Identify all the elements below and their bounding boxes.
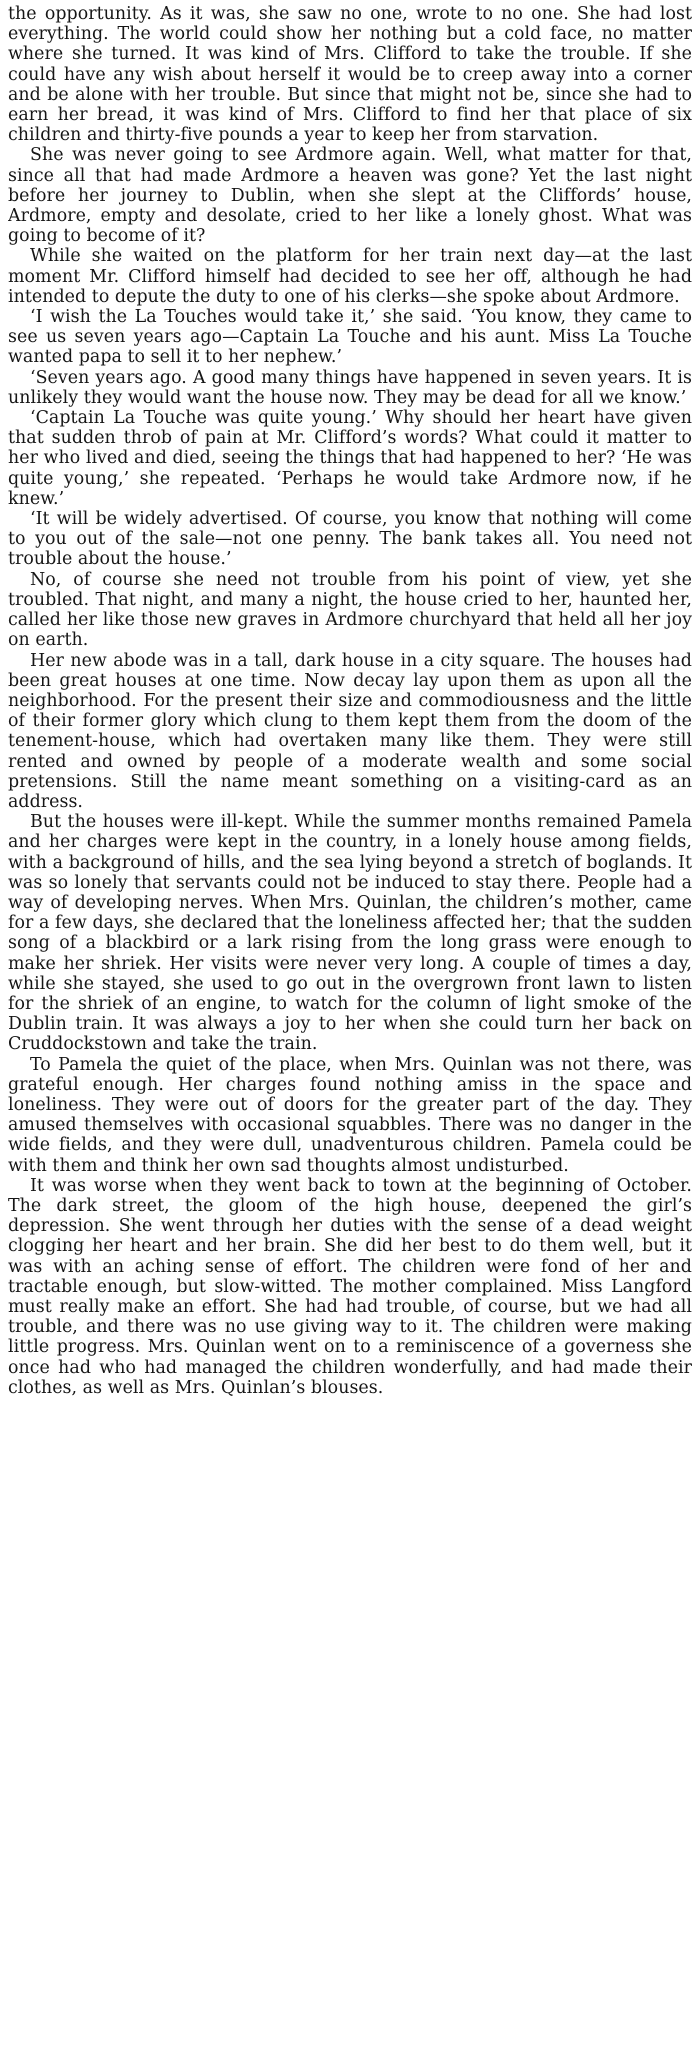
paragraph: ‘Captain La Touche was quite young.’ Why should her heart have given that sudden throb of pain at Mr. Clifford’s words? What could it matter to her who lived and died, seeing the things that had happened to her? ‘He was quite young,’ she repeated. ‘Perhaps he would take Ardmore now, if he knew.’ — [8, 408, 692, 509]
paragraph: ‘Seven years ago. A good many things have happened in seven years. It is unlikely they would want the house now. They may be dead for all we know.’ — [8, 367, 692, 408]
page-text-column — [8, 4, 692, 2054]
paragraph: Her new abode was in a tall, dark house in a city square. The houses had been great houses at one time. Now decay lay upon them as upon all the neighborhood. For the present their size and commodiousness and the little of their former glory which clung to them kept them from the doom of the tenement-house, which had overtaken many like them. They were still rented and owned by people of a moderate wealth and some social pretensions. Still the name meant something on a visiting-card as an address. — [8, 650, 692, 812]
paragraph: No, of course she need not trouble from his point of view, yet she troubled. That night, and many a night, the house cried to her, haunted her, called her like those new graves in Ardmore churchyard that held all her joy on earth. — [8, 569, 692, 651]
paragraph: the opportunity. As it was, she saw no one, wrote to no one. She had lost everything. The world could show her nothing but a cold face, no matter where she turned. It was kind of Mrs. Clifford to take the trouble. If she could have any wish about herself it would be to creep away into a corner and be alone with her trouble. But since that might not be, since she had to earn her bread, it was kind of Mrs. Clifford to find her that place of six children and thirty-five pounds a year to keep her from starvation. — [8, 4, 692, 146]
paragraph: It was worse when they went back to town at the beginning of October. The dark street, the gloom of the high house, deepened the girl’s depression. She went through her duties with the sense of a dead weight clogging her heart and her brain. She did her best to do them well, but it was with an aching sense of effort. The children were fond of her and tractable enough, but slow-witted. The mother complained. Miss Langford must really make an effort. She had had trouble, of course, but we had all trouble, and there was no use giving way to it. The children were making little progress. Mrs. Quinlan went on to a reminiscence of a governess she once had who had managed the children wonderfully, and had made their clothes, as well as Mrs. Quinlan’s blouses. — [8, 1175, 692, 1398]
paragraph: To Pamela the quiet of the place, when Mrs. Quinlan was not there, was grateful enough. Her charges found nothing amiss in the space and loneliness. They were out of doors for the greater part of the day. They amused themselves with occasional squabbles. There was no danger in the wide fields, and they were dull, unadventurous children. Pamela could be with them and think her own sad thoughts almost undisturbed. — [8, 1054, 692, 1176]
paragraph: ‘I wish the La Touches would take it,’ she said. ‘You know, they came to see us seven years ago—Captain La Touche and his aunt. Miss La Touche wanted papa to sell it to her nephew.’ — [8, 307, 692, 368]
paragraph: ‘It will be widely advertised. Of course, you know that nothing will come to you out of the sale—not one penny. The bank takes all. You need not trouble about the house.’ — [8, 509, 692, 570]
paragraph: She was never going to see Ardmore again. Well, what matter for that, since all that had made Ardmore a heaven was gone? Yet the last night before her journey to Dublin, when she slept at the Cliffords’ house, Ardmore, empty and desolate, cried to her like a lonely ghost. What was going to become of it? — [8, 145, 692, 247]
paragraph: But the houses were ill-kept. While the summer months remained Pamela and her charges were kept in the country, in a lonely house among fields, with a background of hills, and the sea lying beyond a stretch of boglands. It was so lonely that servants could not be induced to stay there. People had a way of developing nerves. When Mrs. Quinlan, the children’s mother, came for a few days, she declared that the loneliness affected her; that the sudden song of a blackbird or a lark rising from the long grass were enough to make her shriek. Her visits were never very long. A couple of times a day, while she stayed, she used to go out in the overgrown front lawn to listen for the shriek of an engine, to watch for the column of light smoke of the Dublin train. It was always a joy to her when she could turn her back on Cruddockstown and take the train. — [8, 812, 692, 1055]
paragraph: While she waited on the platform for her train next day—at the last moment Mr. Clifford himself had decided to see her off, although he had intended to depute the duty to one of his clerks—she spoke about Ardmore. — [8, 246, 692, 307]
